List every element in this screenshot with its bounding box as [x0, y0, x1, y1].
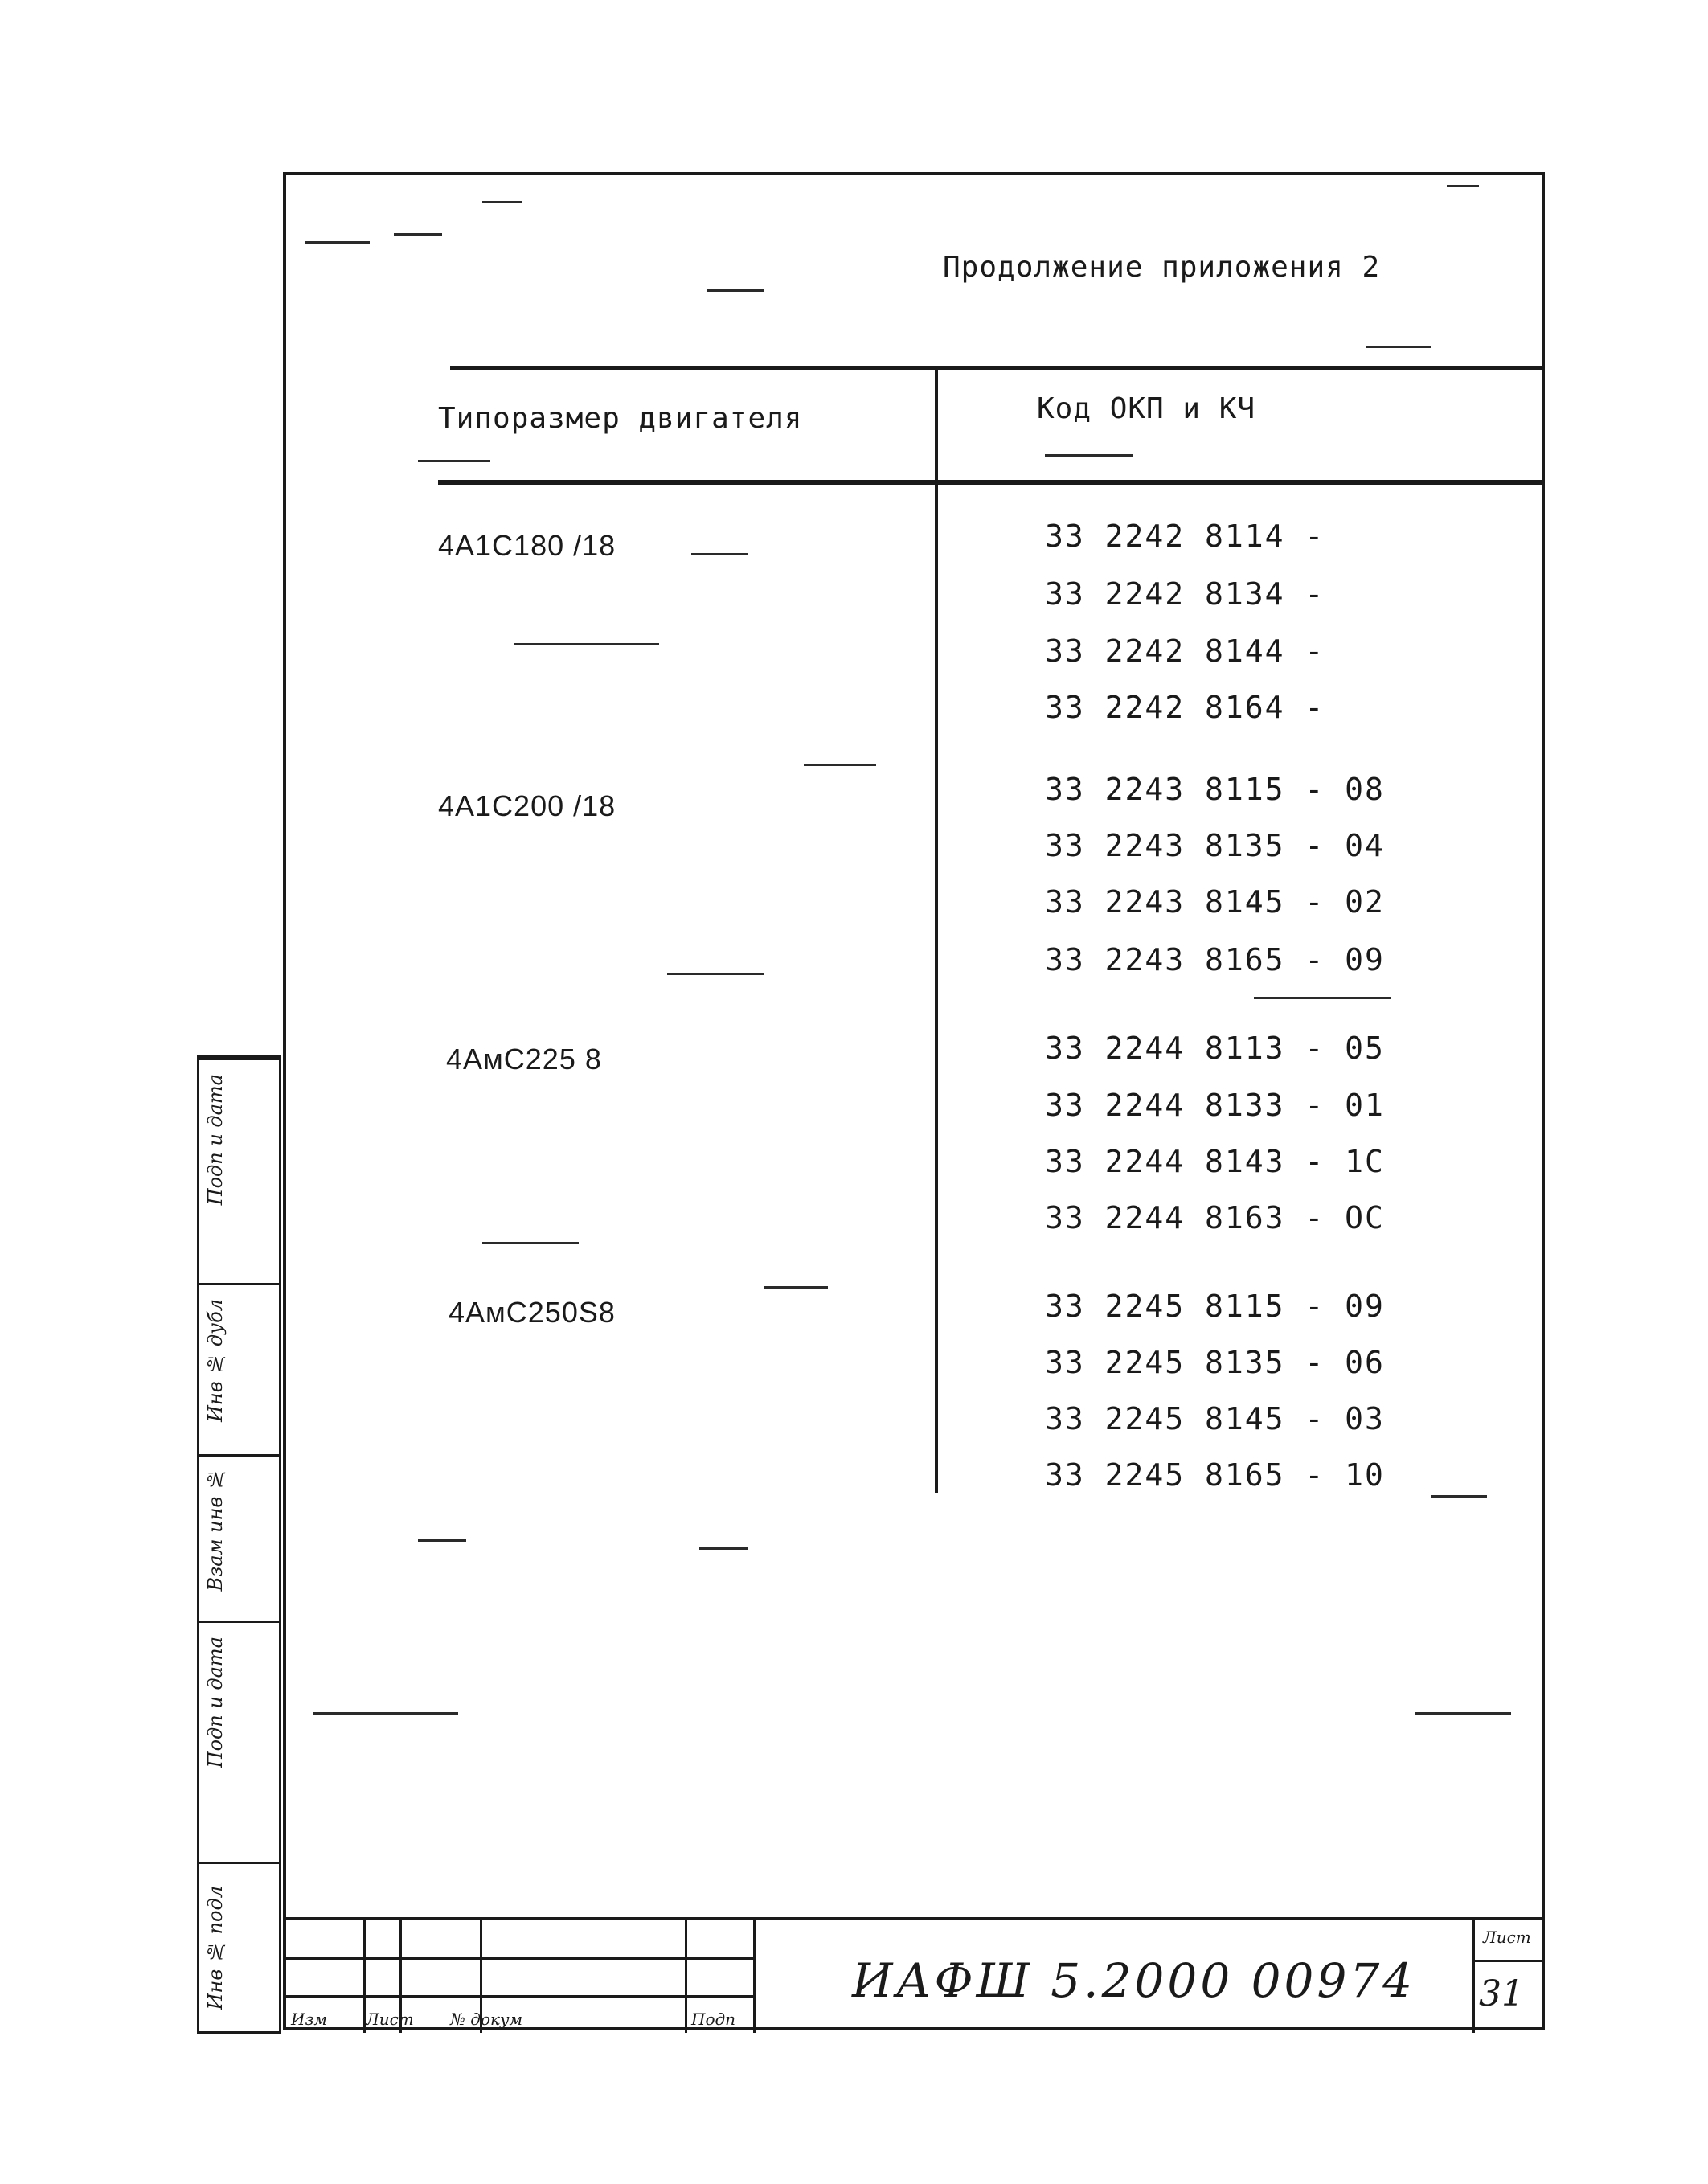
table-header-rule [438, 480, 1545, 485]
okp-code: 33 2243 8145 - 02 [1045, 884, 1385, 920]
okp-code: 33 2243 8165 - 09 [1045, 942, 1385, 977]
okp-code: 33 2244 8163 - ОС [1045, 1200, 1385, 1235]
table-column-divider [935, 367, 938, 1493]
side-label: Взам инв № [204, 1468, 227, 1592]
document-code: ИАФШ 5.2000 00974 [852, 1953, 1416, 2008]
motor-type: 4А1С180 /18 [438, 529, 616, 562]
sheet-label: Лист [1483, 1928, 1531, 1947]
okp-code: 33 2244 8143 - 1С [1045, 1144, 1385, 1179]
title-block-label: Изм [291, 2010, 327, 2029]
okp-code: 33 2242 8134 - [1045, 576, 1325, 612]
table-top-rule [450, 366, 1545, 370]
side-registration-strip [197, 1055, 281, 2034]
okp-code: 33 2245 8115 - 09 [1045, 1289, 1385, 1324]
okp-code: 33 2244 8133 - 01 [1045, 1088, 1385, 1123]
okp-code: 33 2245 8165 - 10 [1045, 1457, 1385, 1493]
title-block-label: Лист [366, 2010, 414, 2029]
side-label: Инв № дубл [204, 1299, 227, 1423]
okp-code: 33 2242 8164 - [1045, 690, 1325, 725]
side-label: Подп и дата [204, 1637, 227, 1768]
column-header-code: Код ОКП и КЧ [1037, 392, 1256, 425]
column-header-motor: Типоразмер двигателя [438, 402, 803, 435]
okp-code: 33 2245 8135 - 06 [1045, 1345, 1385, 1380]
side-label: Инв № подл [204, 1886, 227, 2010]
okp-code: 33 2243 8115 - 08 [1045, 772, 1385, 807]
okp-code: 33 2245 8145 - 03 [1045, 1401, 1385, 1436]
motor-type: 4АмС225 8 [446, 1043, 602, 1076]
okp-code: 33 2243 8135 - 04 [1045, 828, 1385, 863]
okp-code: 33 2242 8114 - [1045, 518, 1325, 554]
motor-type: 4А1С200 /18 [438, 789, 616, 822]
okp-code: 33 2242 8144 - [1045, 633, 1325, 669]
motor-type: 4АмС250S8 [449, 1296, 616, 1329]
okp-code: 33 2244 8113 - 05 [1045, 1031, 1385, 1066]
page-heading: Продолжение приложения 2 [943, 251, 1381, 284]
title-block-label: Подп [691, 2010, 736, 2029]
side-label: Подп и дата [204, 1074, 227, 1206]
title-block-label: № докум [450, 2010, 523, 2029]
sheet-number: 31 [1479, 1973, 1524, 2014]
